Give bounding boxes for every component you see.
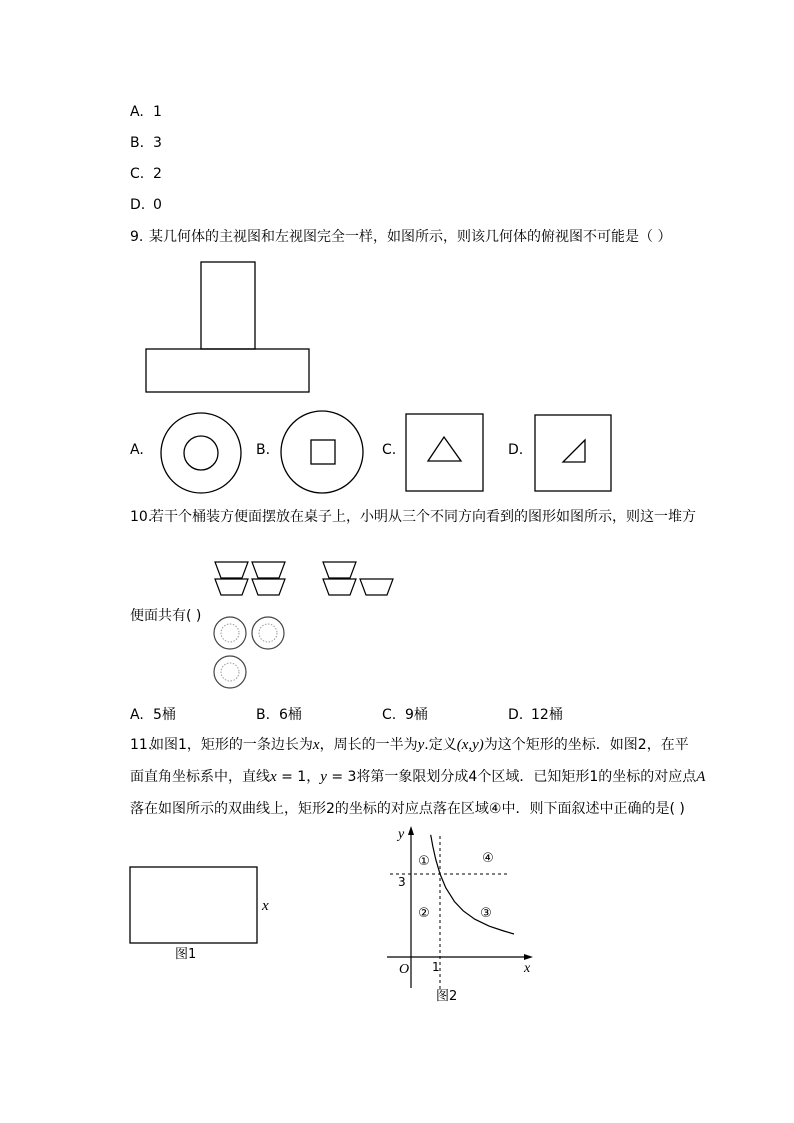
q10-option-b-label: B. <box>256 707 271 723</box>
q11-text: 为这个矩形的坐标．如图2，在平 <box>483 737 689 753</box>
q9-upper-rectangle <box>201 262 255 349</box>
origin-label: O <box>399 962 410 977</box>
q10-front-view-figure <box>210 557 290 599</box>
q10-option-a <box>130 706 176 724</box>
q10-front-bowl <box>215 562 248 578</box>
q9-option-d-label: D. <box>508 442 524 458</box>
q10-option-a-text: 5桶 <box>153 707 176 723</box>
q11-math-coordinate: (x,y) <box>456 737 484 753</box>
q8-option-a-text: 1 <box>153 104 162 120</box>
q11-fig2-caption: 图2 <box>436 989 458 1004</box>
y-axis-arrow-icon <box>408 826 414 835</box>
q10-option-b <box>256 706 302 724</box>
q10-number: 10. <box>130 509 153 525</box>
q10-option-b-text: 6桶 <box>279 707 302 723</box>
q9-front-view-figure <box>140 256 315 398</box>
q10-top-bowl-outer <box>252 617 284 649</box>
y-axis-label: y <box>398 827 405 842</box>
q10-top-bowl-outer <box>214 617 246 649</box>
q10-stem-line-1 <box>130 508 696 526</box>
q11-text: = 1， <box>276 769 321 785</box>
q8-option-d-label: D. <box>130 197 146 213</box>
q11-figure-2 <box>383 822 535 994</box>
q9-option-c-figure <box>403 411 487 495</box>
q10-left-view-figure <box>318 557 398 599</box>
q8-option-c <box>130 165 162 183</box>
q10-option-d-text: 12桶 <box>531 707 563 723</box>
q11-math-y: y <box>320 769 327 785</box>
q9-option-b-figure <box>279 408 366 496</box>
q8-option-a-label: A. <box>130 104 144 120</box>
q10-top-bowl-inner <box>221 663 239 681</box>
region-3-label: ③ <box>480 906 492 921</box>
q8-option-b-label: B. <box>130 135 145 151</box>
q9-c-inner-triangle <box>428 437 461 461</box>
region-4-label: ④ <box>482 851 494 866</box>
x-axis-arrow-icon <box>524 954 533 960</box>
q10-option-c <box>382 706 428 724</box>
q8-option-c-label: C. <box>130 166 145 182</box>
q10-front-bowl <box>215 579 248 595</box>
q9-d-inner-right-triangle <box>563 440 585 462</box>
q9-option-d-figure <box>532 411 615 495</box>
region-1-label: ① <box>418 854 430 869</box>
x-axis-label: x <box>524 961 531 976</box>
tick-label-3: 3 <box>398 875 406 889</box>
q8-option-a <box>130 103 162 121</box>
q10-option-c-label: C. <box>382 707 397 723</box>
q10-front-bowl <box>252 562 285 578</box>
q9-d-outer-square <box>535 415 611 491</box>
q10-left-bowl <box>323 562 356 578</box>
q11-stem-line-2 <box>130 768 705 786</box>
hyperbola-curve <box>431 835 514 934</box>
q10-top-bowl-inner <box>259 624 277 642</box>
q9-b-outer-circle <box>281 411 363 493</box>
q11-text: .定义 <box>424 737 457 753</box>
q9-stem-line <box>130 228 671 246</box>
q11-text: = 3 <box>326 769 357 785</box>
q9-option-b-label: B. <box>256 442 271 458</box>
q10-top-bowl-outer <box>214 656 246 688</box>
q11-figure-1 <box>126 863 262 948</box>
q8-option-b-text: 3 <box>153 135 162 151</box>
q10-stem-part-1: 若干个桶装方便面摆放在桌子上，小明从三个不同方向看到的图形如图所示，则这一堆方 <box>150 509 696 525</box>
q10-left-bowl <box>323 579 356 595</box>
q10-front-bowl <box>252 579 285 595</box>
q10-option-d-label: D. <box>508 707 524 723</box>
q11-fig1-caption: 图1 <box>175 947 197 962</box>
q11-fig1-side-label: x <box>262 898 269 914</box>
q10-option-a-label: A. <box>130 707 144 723</box>
q11-text: 如图1，矩形的一条边长为 <box>150 737 313 753</box>
q11-math-point-a: A <box>696 769 706 785</box>
q8-option-b <box>130 134 162 152</box>
q9-a-inner-circle <box>184 436 218 470</box>
region-2-label: ② <box>418 906 430 921</box>
q10-option-c-text: 9桶 <box>405 707 428 723</box>
q10-top-bowl-inner <box>221 624 239 642</box>
q9-option-a-label: A. <box>130 442 144 458</box>
q9-option-a-figure <box>158 410 244 496</box>
q10-stem-line-2: 便面共有( ) <box>130 608 202 624</box>
q9-c-outer-square <box>406 414 483 491</box>
q11-number: 11. <box>130 737 153 753</box>
q11-math-x: x <box>312 737 320 753</box>
q8-option-c-text: 2 <box>153 166 162 182</box>
q10-option-d <box>508 706 563 724</box>
q8-option-d <box>130 196 162 214</box>
q10-left-bowl <box>360 579 393 595</box>
q8-option-d-text: 0 <box>153 197 162 213</box>
q11-text: 将第一象限划分成4个区域．已知矩形1的坐标的对应点 <box>356 769 697 785</box>
q11-math-y: y <box>417 737 425 753</box>
q11-stem-line-3: 落在如图所示的双曲线上，矩形2的坐标的对应点落在区域④中．则下面叙述中正确的是( ) <box>130 801 685 817</box>
q9-b-inner-square <box>311 440 335 464</box>
q9-lower-rectangle <box>146 349 309 392</box>
q9-number: 9. <box>130 229 144 245</box>
q11-text: ，周长的一半为 <box>319 737 418 753</box>
q9-stem: 某几何体的主视图和左视图完全一样，如图所示，则该几何体的俯视图不可能是（ ） <box>149 229 672 245</box>
q11-text: 面直角坐标系中，直线 <box>130 769 270 785</box>
q11-rectangle <box>130 867 257 943</box>
q10-top-view-figure <box>210 613 290 693</box>
q11-stem-line-1 <box>130 736 689 754</box>
q9-a-outer-circle <box>161 413 241 493</box>
q11-math-x: x <box>270 769 277 785</box>
tick-label-1: 1 <box>432 960 440 974</box>
q9-option-c-label: C. <box>382 442 397 458</box>
